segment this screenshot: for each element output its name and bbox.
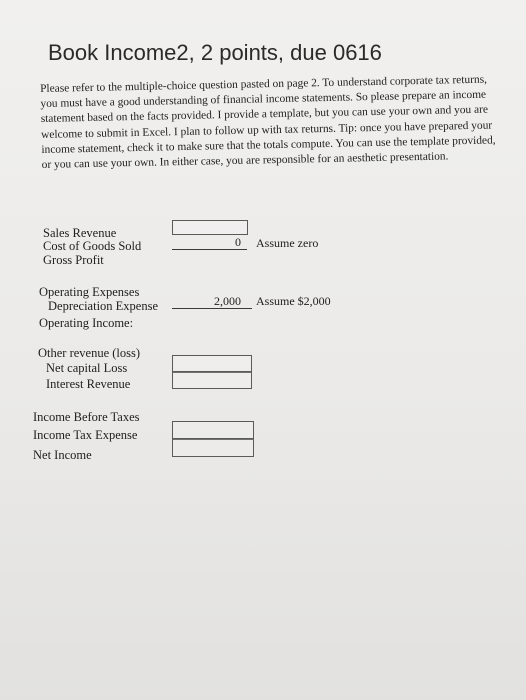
depreciation-expense-label: Depreciation Expense xyxy=(48,299,159,313)
income-tax-expense-label: Income Tax Expense xyxy=(33,428,138,442)
depreciation-underline xyxy=(172,308,252,309)
other-revenue-label: Other revenue (loss) xyxy=(38,346,141,360)
cogs-underline xyxy=(172,249,247,250)
sales-revenue-label: Sales Revenue xyxy=(43,226,117,240)
net-income-label: Net Income xyxy=(33,448,92,462)
interest-revenue-label: Interest Revenue xyxy=(46,377,131,391)
sales-revenue-field[interactable] xyxy=(172,220,248,235)
depreciation-value: 2,000 xyxy=(214,294,241,308)
page-title: Book Income2, 2 points, due 0616 xyxy=(48,40,382,65)
instructions-text: Please refer to the multiple-choice question pasted on page 2. To understand corporate tax returns, you must have a good understanding of financial income statements. So please prepare an income statement based on the facts provided. I provide a template, but you can use your own and you are welcome to submit in Excel. I plan to follow up with tax returns. Tip: once you have prepared your income statement, check it to make sure that the totals compute. You can use the template provided, or you can use your own. In either case, you are responsible for an aesthetic presentation. xyxy=(40,73,496,171)
gross-profit-label: Gross Profit xyxy=(43,253,104,267)
interest-revenue-field[interactable] xyxy=(172,371,252,389)
depreciation-note: Assume $2,000 xyxy=(256,294,331,308)
cogs-label: Cost of Goods Sold xyxy=(43,239,142,253)
net-capital-loss-label: Net capital Loss xyxy=(46,361,128,375)
cogs-value: 0 xyxy=(235,235,241,249)
income-before-taxes-label: Income Before Taxes xyxy=(33,410,140,424)
operating-income-label: Operating Income: xyxy=(39,316,134,330)
operating-expenses-label: Operating Expenses xyxy=(39,285,140,299)
cogs-note: Assume zero xyxy=(256,236,319,250)
income-tax-expense-field[interactable] xyxy=(172,438,254,457)
